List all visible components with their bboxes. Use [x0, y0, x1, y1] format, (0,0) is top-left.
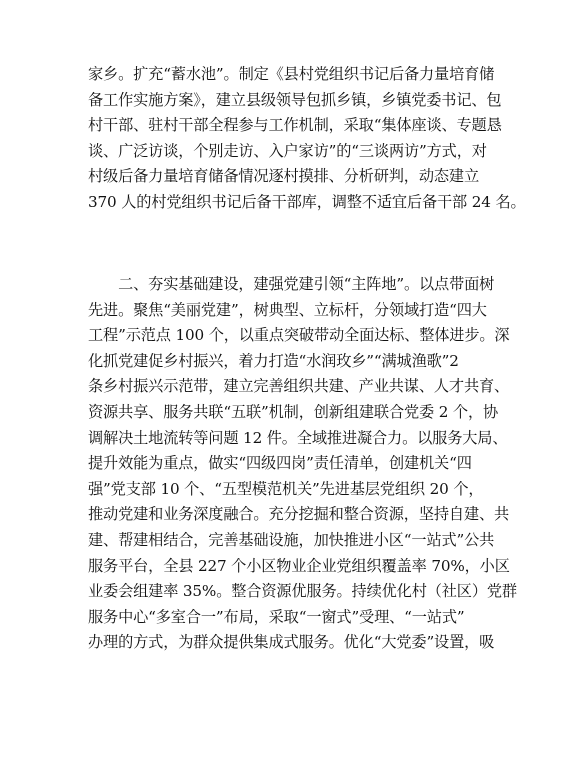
text-line: 先进。聚焦“美丽党建”，树典型、立标杆，分领域打造“四大	[88, 300, 487, 319]
text-line: 二、夯实基础建设，建强党建引领“主阵地”。以点带面树	[88, 275, 495, 293]
paragraph-1	[88, 62, 526, 216]
text-line: 谈、广泛访谈，个别走访、入户家访”的“三谈两访”方式，对	[88, 141, 487, 160]
text-line: 业委会组建率 35%。整合资源优服务。持续优化村（社区）党群	[88, 582, 517, 601]
text-line: 服务中心“多室合一”布局，采取“一窗式”受理、“一站式”	[88, 607, 465, 626]
text-line: 资源共享、服务共联“五联”机制，创新组建联合党委 2 个，协	[88, 402, 499, 421]
text-line: 强”党支部 10 个、“五型模范机关”先进基层党组织 20 个，	[88, 479, 484, 498]
text-line: 家乡。扩充“蓄水池”。制定《县村党组织书记后备力量培育储	[88, 65, 495, 83]
text-line: 备工作实施方案》，建立县级领导包抓乡镇，乡镇党委书记、包	[88, 90, 502, 109]
text-line: 建、帮建相结合，完善基础设施，加快推进小区“一站式”公共	[88, 530, 495, 549]
text-line: 化抓党建促乡村振兴，着力打造“水润玫乡”“满城渔歌”2	[88, 351, 459, 370]
text-line: 提升效能为重点，做实“四级四岗”责任清单，创建机关“四	[88, 454, 472, 473]
paragraph-2	[88, 272, 517, 656]
text-line: 条乡村振兴示范带，建立完善组织共建、产业共谋、人才共育、	[88, 377, 510, 396]
text-line: 工程”示范点 100 个，以重点突破带动全面达标、整体进步。深	[88, 326, 510, 345]
text-line: 服务平台，全县 227 个小区物业企业党组织覆盖率 70%，小区	[88, 556, 510, 575]
text-line: 调解决土地流转等问题 12 件。全域推进凝合力。以服务大局、	[88, 428, 508, 447]
text-line: 村级后备力量培育储备情况逐村摸排、分析研判，动态建立	[88, 167, 479, 186]
text-line: 办理的方式，为群众提供集成式服务。优化“大党委”设置，吸	[88, 633, 495, 652]
text-line: 村干部、驻村干部全程参与工作机制，采取“集体座谈、专题恳	[88, 116, 502, 135]
text-line: 推动党建和业务深度融合。充分挖掘和整合资源，坚持自建、共	[88, 505, 510, 524]
text-line: 370 人的村党组织书记后备干部库，调整不适宜后备干部 24 名。	[88, 192, 526, 211]
